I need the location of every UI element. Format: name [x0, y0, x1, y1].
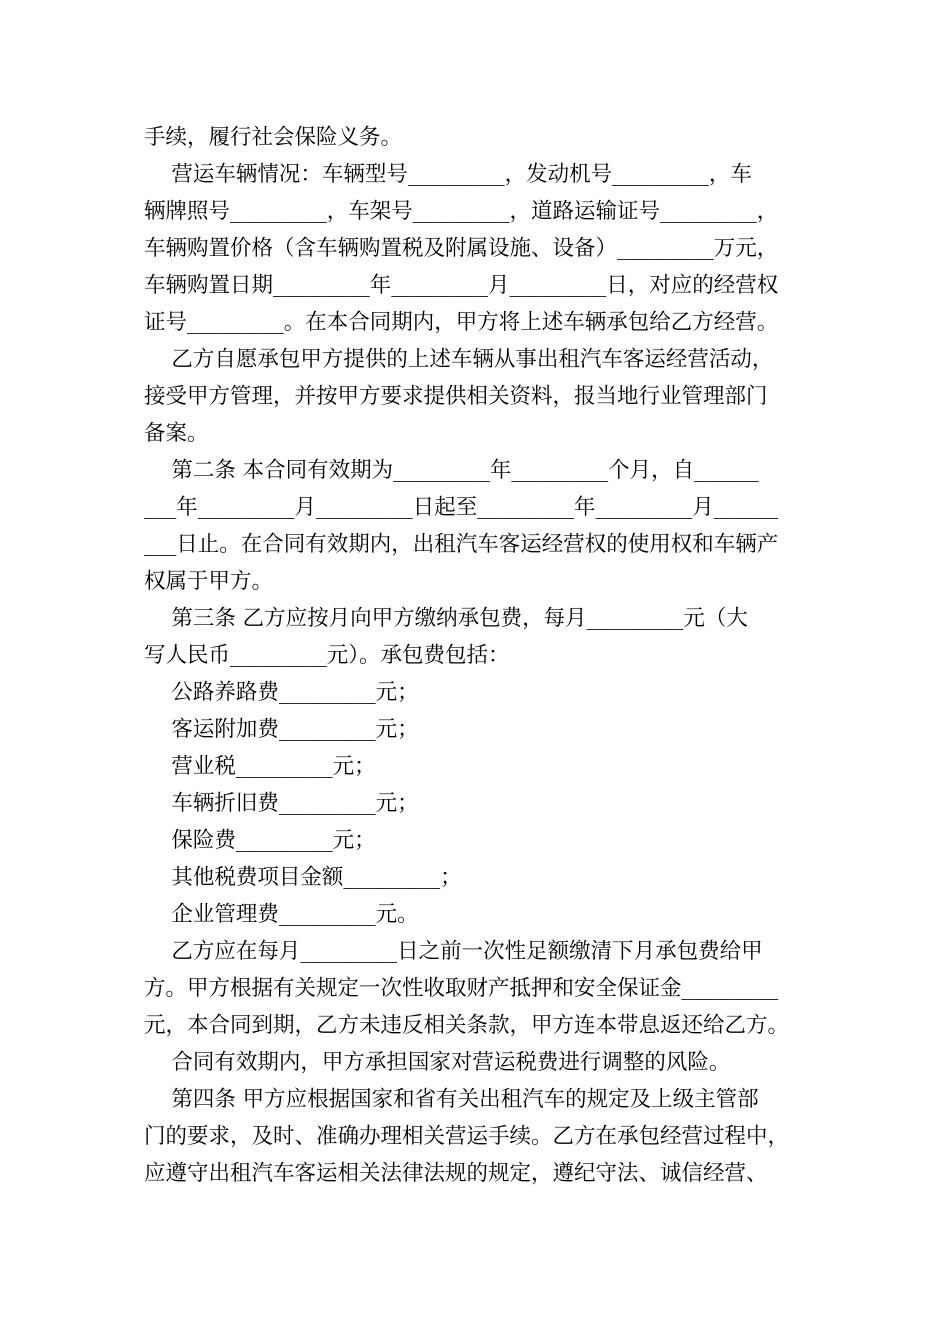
text-line: 方。甲方根据有关规定一次性收取财产抵押和安全保证金_________: [144, 976, 779, 1001]
text-line: 辆牌照号_________，车架号_________，道路运输证号_________，: [144, 199, 779, 224]
document-body: [144, 119, 814, 1192]
text-line: 写人民币_________元）。承包费包括：: [144, 643, 510, 668]
text-line: 接受甲方管理，并按甲方要求提供相关资料，报当地行业管理部门: [144, 384, 768, 409]
text-line: 保险费_________元；: [144, 828, 376, 853]
text-line: 第四条 甲方应根据国家和省有关出租汽车的规定及上级主管部: [144, 1087, 759, 1112]
text-line: 车辆购置日期_________年_________月_________日，对应的经营权: [144, 273, 779, 298]
text-line: 证号_________。在本合同期内，甲方将上述车辆承包给乙方经营。: [144, 310, 779, 335]
text-line: 手续，履行社会保险义务。: [144, 125, 403, 150]
text-line: 客运附加费_________元；: [144, 717, 419, 742]
text-line: 营运车辆情况：车辆型号_________，发动机号_________，车: [144, 162, 752, 187]
text-line: 车辆购置价格（含车辆购置税及附属设施、设备）_________万元，: [144, 236, 779, 261]
text-line: 权属于甲方。: [144, 569, 274, 594]
text-line: 公路养路费_________元；: [144, 680, 419, 705]
text-line: 合同有效期内，甲方承担国家对营运税费进行调整的风险。: [144, 1050, 731, 1075]
text-line: 车辆折旧费_________元；: [144, 791, 419, 816]
text-line: 应遵守出租汽车客运相关法律法规的规定，遵纪守法、诚信经营、: [144, 1161, 768, 1186]
text-line: ___年_________月_________日起至_________年_________月______: [144, 495, 779, 520]
text-line: 元，本合同到期，乙方未违反相关条款，甲方连本带息返还给乙方。: [144, 1013, 790, 1038]
text-line: 门的要求，及时、准确办理相关营运手续。乙方在承包经营过程中，: [144, 1124, 790, 1149]
text-line: 第三条 乙方应按月向甲方缴纳承包费，每月_________元（大: [144, 606, 748, 631]
text-line: 其他税费项目金额_________；: [144, 865, 462, 890]
text-line: 乙方自愿承包甲方提供的上述车辆从事出租汽车客运经营活动，: [144, 347, 774, 372]
text-line: ___日止。在合同有效期内，出租汽车客运经营权的使用权和车辆产: [144, 532, 779, 557]
text-line: 乙方应在每月_________日之前一次性足额缴清下月承包费给甲: [144, 939, 763, 964]
text-line: 第二条 本合同有效期为_________年_________个月，自______: [144, 458, 759, 483]
text-line: 企业管理费_________元。: [144, 902, 419, 927]
text-line: 备案。: [144, 421, 209, 446]
text-line: 营业税_________元；: [144, 754, 376, 779]
